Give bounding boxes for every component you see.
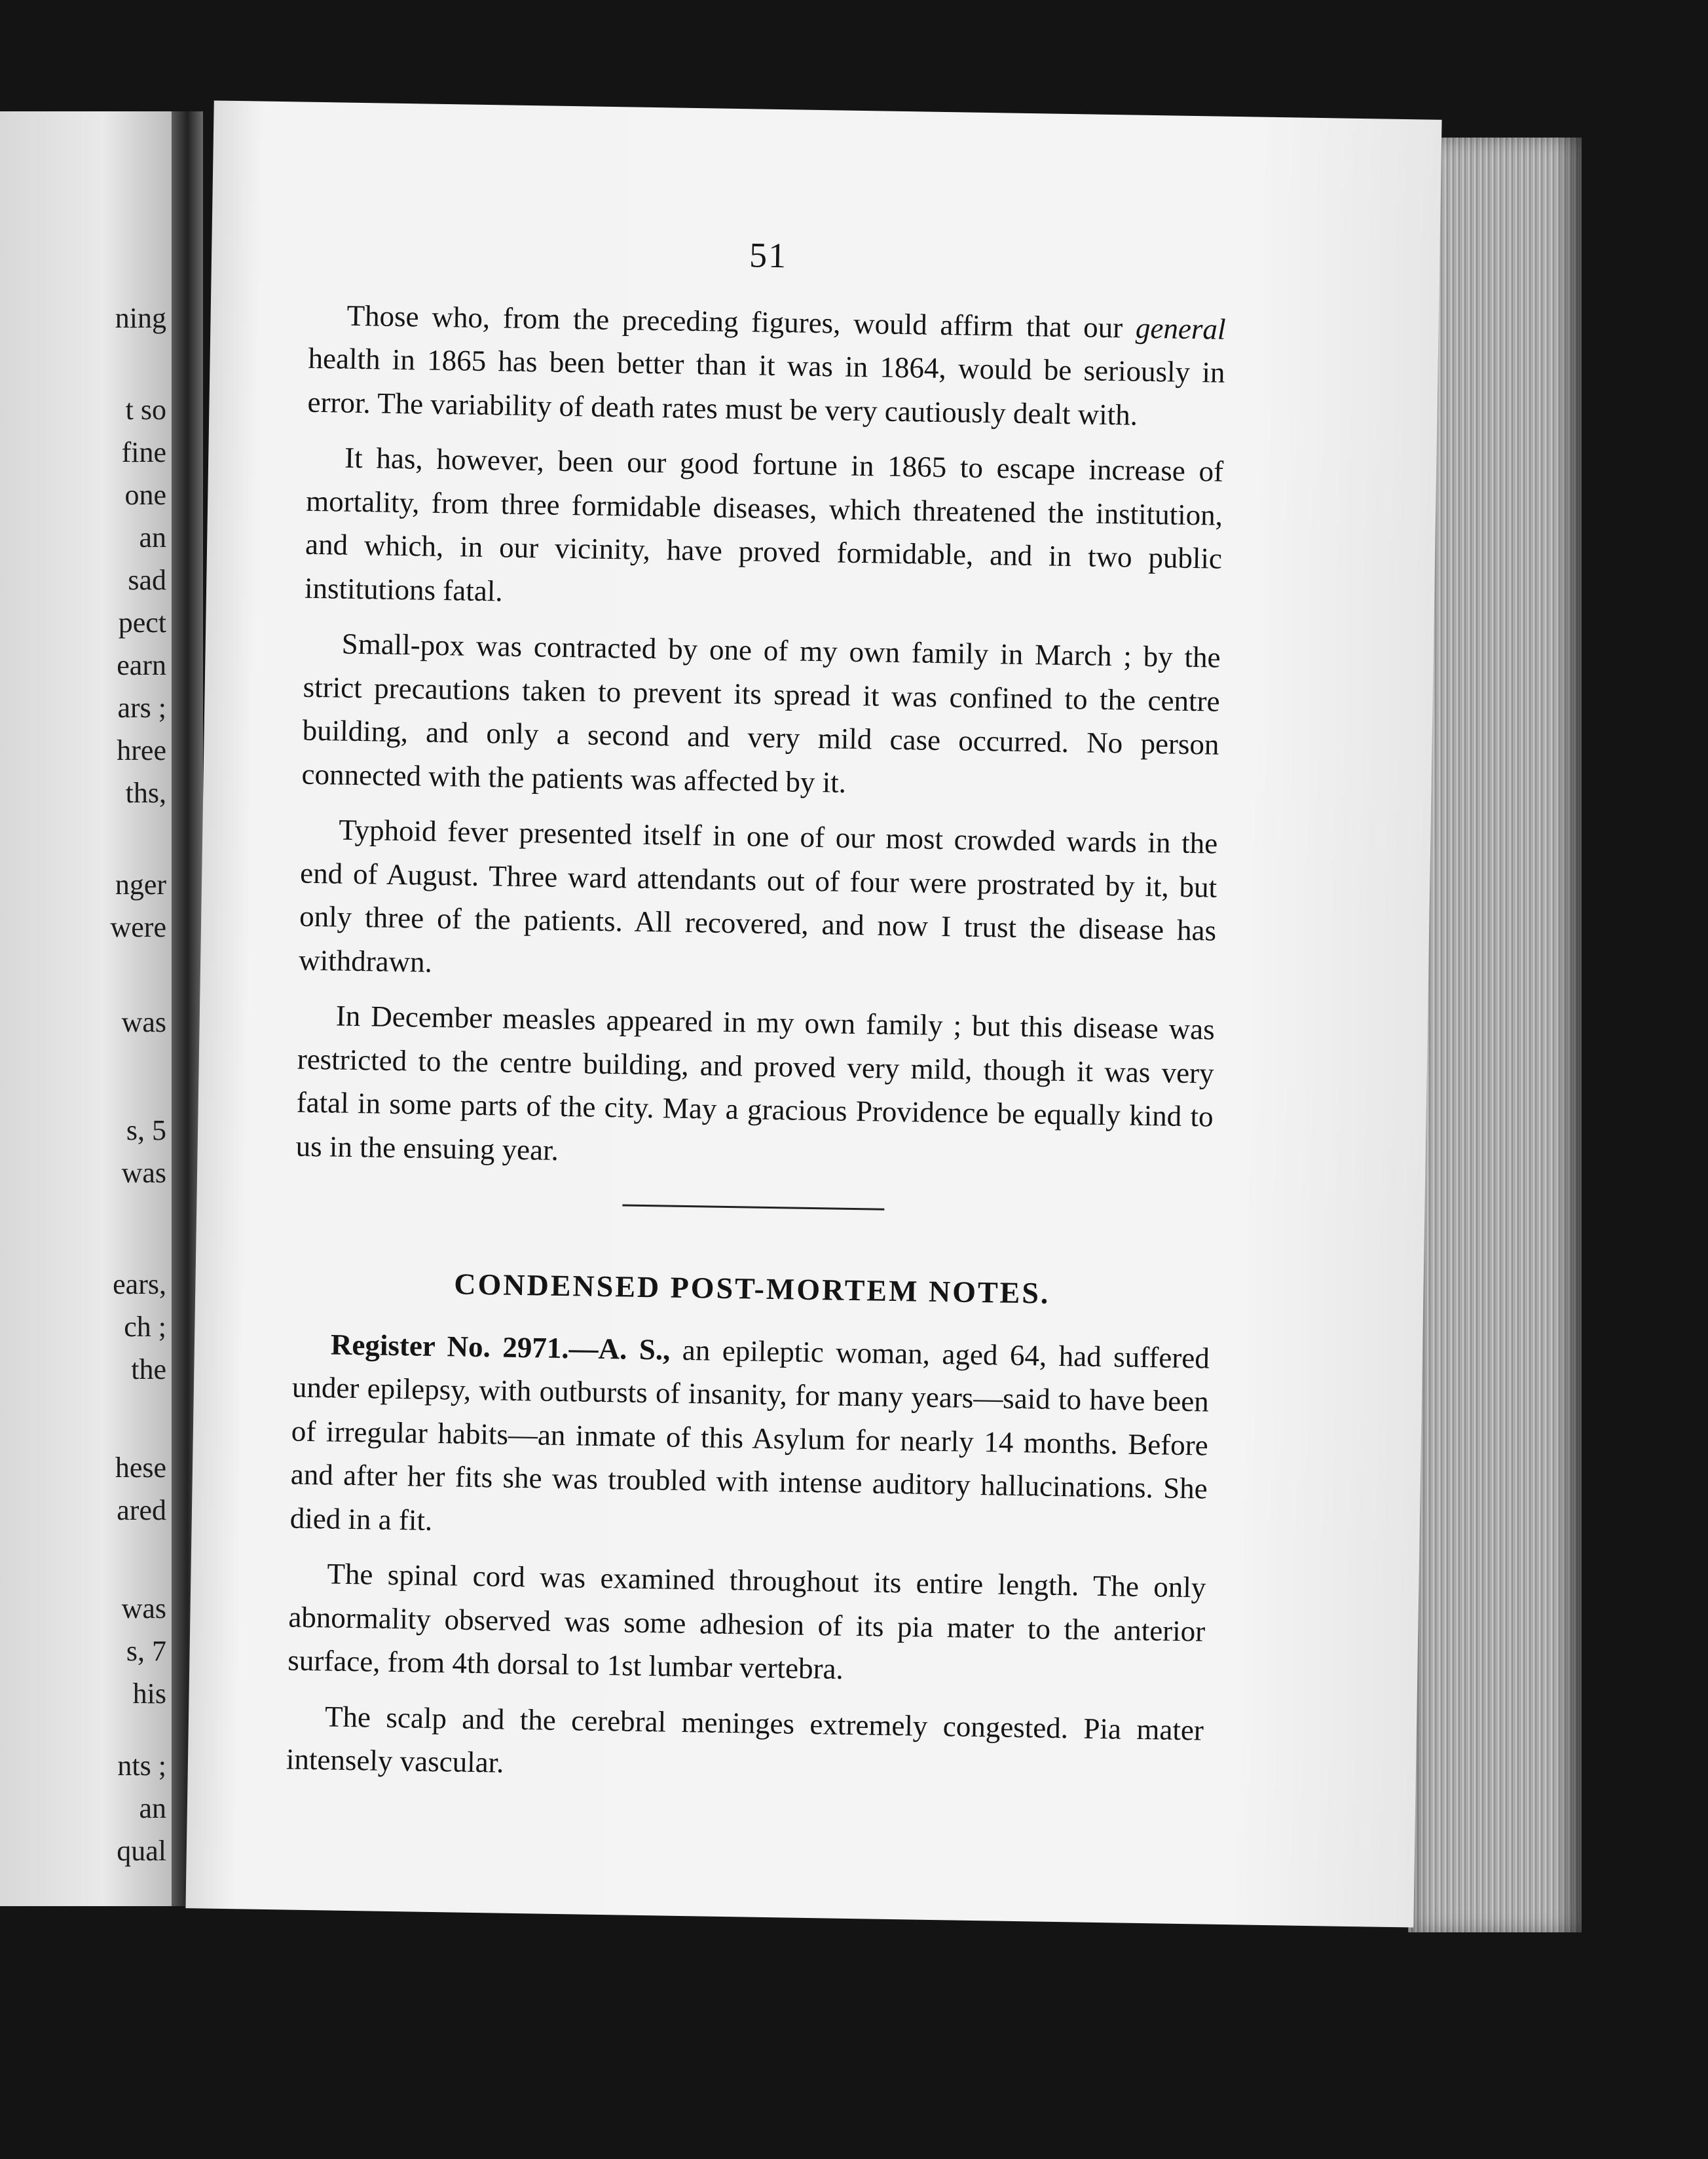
paragraph: Small-pox was contracted by one of my own family in March ; by the strict precautions taken to prevent its spread it was confined to the centre building, and only a second and very mild case occurred. No person connected with the patients was affected by it. xyxy=(301,627,1221,799)
left-text-fragment: nts ; xyxy=(117,1750,166,1782)
paragraph-text: an epileptic woman, aged 64, had suffered under epilepsy, with outbursts of insanity, for many years—said to have been of irregular habits—an inmate of this Asylum for nearly 14 months. Before and after her fits she was troubled with intense auditory hallucinations. She died in a fit. xyxy=(289,1333,1210,1537)
left-text-fragment: ared xyxy=(117,1494,166,1526)
section-heading: CONDENSED POST-MORTEM NOTES. xyxy=(454,1267,1050,1310)
emphasized-word: general xyxy=(1135,311,1226,346)
left-text-fragment: hese xyxy=(115,1452,166,1484)
left-text-fragment: earn xyxy=(117,649,166,681)
section-divider xyxy=(622,1204,884,1210)
left-text-fragment: s, 7 xyxy=(126,1635,166,1667)
left-page-fragment xyxy=(0,111,172,1906)
note-paragraph: The scalp and the cerebral meninges extremely congested. Pia mater intensely vascular. xyxy=(286,1699,1204,1779)
left-text-fragment: fine xyxy=(121,436,166,468)
paragraph-text: Those who, from the preceding figures, would affirm that our xyxy=(346,299,1136,345)
left-text-fragment: ths, xyxy=(125,777,166,809)
left-text-fragment: qual xyxy=(117,1835,166,1867)
left-text-fragment: ears, xyxy=(113,1268,166,1300)
left-text-fragment: one xyxy=(124,479,166,511)
paragraph: It has, however, been our good fortune in 1865 to escape increase of mortality, from three formidable diseases, which threatened the institution, and which, in our vicinity, have proved formidable, and in two public institutions fatal. xyxy=(304,441,1224,607)
left-text-fragment: pect xyxy=(118,607,166,639)
left-text-fragment: ch ; xyxy=(124,1311,166,1343)
book-page xyxy=(185,100,1441,1927)
left-text-fragment: s, 5 xyxy=(126,1114,166,1146)
left-text-fragment: t so xyxy=(125,394,166,426)
left-text-fragment: ning xyxy=(115,302,166,334)
page-number: 51 xyxy=(749,235,788,276)
left-text-fragment: was xyxy=(121,1157,166,1189)
left-text-fragment: the xyxy=(131,1353,166,1385)
register-lead: Register No. 2971.—A. S., xyxy=(330,1327,671,1366)
paragraph: In December measles appeared in my own family ; but this disease was restricted to the centre building, and proved very mild, though it was very fatal in some parts of the city. May a gracious Providence be equally kind to us in the ensuing year. xyxy=(295,999,1216,1167)
left-text-fragment: were xyxy=(110,911,166,943)
note-paragraph xyxy=(289,1322,1210,1554)
note-paragraph: The spinal cord was examined throughout its entire length. The only abnormality observed was some adhesion of its pia mater to the anterior surface, from 4th dorsal to 1st lumbar vertebra. xyxy=(288,1557,1206,1685)
left-text-fragment: his xyxy=(132,1678,166,1710)
left-text-fragment: sad xyxy=(128,564,166,596)
left-text-fragment: was xyxy=(121,1592,166,1624)
paragraph xyxy=(307,293,1226,438)
left-text-fragment: nger xyxy=(115,869,166,901)
left-text-fragment: an xyxy=(139,521,166,554)
paragraph-text: health in 1865 has been better than it was in 1864, would be seriously in error. The variability of death rates must be very cautiously dealt with. xyxy=(307,341,1225,432)
left-text-fragment: hree xyxy=(117,734,166,766)
left-text-fragment: ars ; xyxy=(117,692,166,724)
page-text-block xyxy=(286,227,1227,1807)
left-text-fragment: an xyxy=(139,1792,166,1824)
left-text-fragment: was xyxy=(121,1006,166,1038)
paragraph: Typhoid fever presented itself in one of our most crowded wards in the end of August. Three ward attendants out of four were prostrated by it, but only three of the patients. All recovered, and now I trust the disease has withdrawn. xyxy=(298,813,1218,979)
